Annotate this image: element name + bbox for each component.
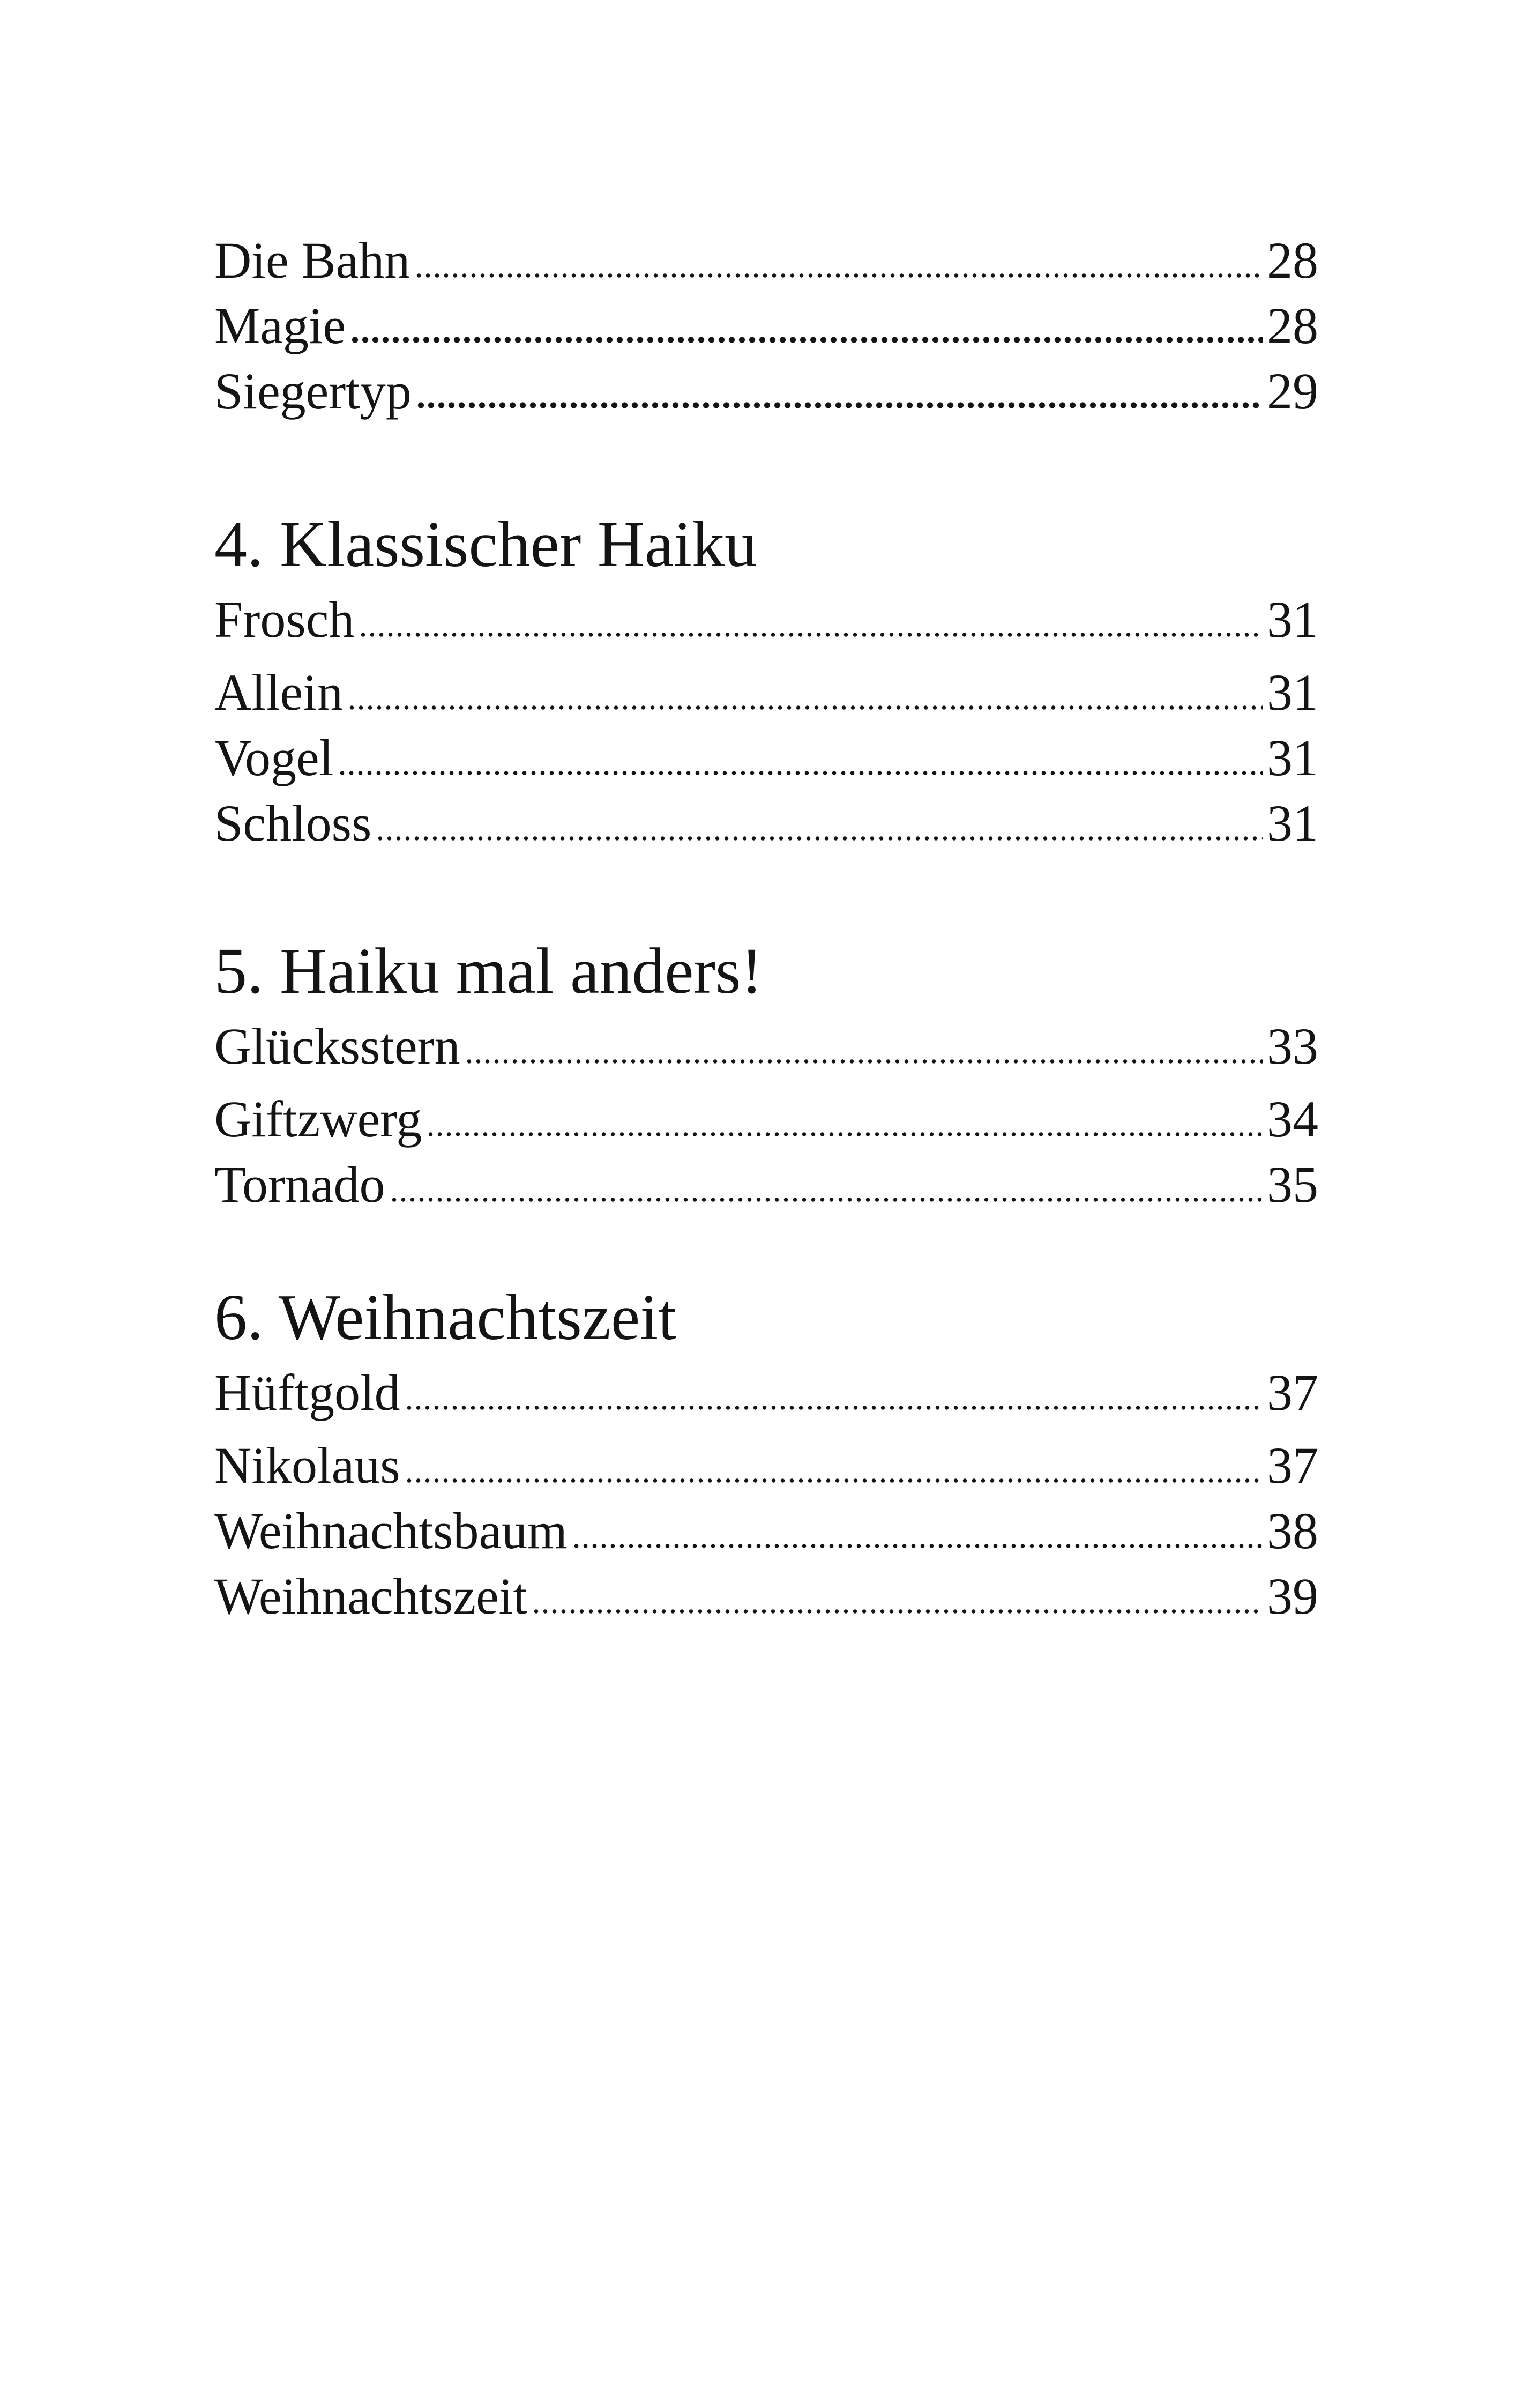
- toc-entry-page: 28: [1267, 232, 1318, 289]
- toc-entry[interactable]: [214, 228, 1318, 293]
- toc-entry-page: 37: [1267, 1364, 1318, 1421]
- toc-entry-page: 39: [1267, 1567, 1318, 1625]
- toc-entry-label: Weihnachtsbaum: [214, 1502, 568, 1559]
- chapter-heading[interactable]: 5. Haiku mal anders!: [214, 935, 763, 1007]
- toc-entry-page: 35: [1267, 1156, 1318, 1213]
- toc-entry-page: 33: [1267, 1017, 1318, 1075]
- toc-entry-page: 31: [1267, 664, 1318, 721]
- toc-entry-page: 28: [1267, 297, 1318, 354]
- toc-entry-page: 31: [1267, 794, 1318, 852]
- toc-chapter-6: [214, 1277, 1318, 1629]
- toc-entry[interactable]: [214, 1360, 1318, 1425]
- toc-entry[interactable]: [214, 359, 1318, 424]
- toc-entry-label: Frosch: [214, 591, 355, 648]
- toc-entry-label: Hüftgold: [214, 1364, 400, 1421]
- dot-leader: [426, 1126, 1263, 1136]
- dot-leader: [532, 1603, 1263, 1614]
- table-of-contents: [214, 228, 1318, 1629]
- toc-entry-label: Nikolaus: [214, 1437, 400, 1494]
- toc-entry[interactable]: [214, 1087, 1318, 1152]
- dot-leader: [347, 699, 1263, 710]
- toc-entry[interactable]: [214, 1014, 1318, 1079]
- toc-entry-label: Schloss: [214, 794, 372, 852]
- toc-section-continued: [214, 228, 1318, 424]
- dot-leader: [414, 267, 1263, 278]
- toc-entry-label: Tornado: [214, 1156, 385, 1213]
- dot-leader: [338, 764, 1263, 775]
- dot-leader: [465, 1053, 1263, 1064]
- toc-chapter-4: [214, 504, 1318, 856]
- dot-leader: [405, 1399, 1263, 1410]
- dot-leader: [390, 1191, 1263, 1202]
- toc-entry-label: Weihnachtszeit: [214, 1567, 528, 1625]
- toc-entry[interactable]: [214, 1433, 1318, 1498]
- toc-entry-page: 31: [1267, 591, 1318, 648]
- chapter-heading[interactable]: 6. Weihnachtszeit: [214, 1281, 676, 1354]
- toc-entry-label: Siegertyp: [214, 362, 412, 420]
- toc-entry[interactable]: [214, 293, 1318, 359]
- toc-entry-label: Magie: [214, 297, 346, 354]
- toc-entry-label: Glücksstern: [214, 1017, 460, 1075]
- toc-entry-page: 29: [1267, 362, 1318, 420]
- toc-entry[interactable]: [214, 1498, 1318, 1564]
- chapter-heading[interactable]: 4. Klassischer Haiku: [214, 508, 758, 581]
- dot-leader: [359, 626, 1263, 637]
- toc-entry[interactable]: [214, 725, 1318, 791]
- toc-entry-label: Die Bahn: [214, 232, 410, 289]
- toc-entry-page: 34: [1267, 1090, 1318, 1148]
- toc-entry-label: Vogel: [214, 729, 334, 786]
- toc-entry[interactable]: [214, 791, 1318, 856]
- toc-entry[interactable]: [214, 1152, 1318, 1217]
- toc-entry-page: 31: [1267, 729, 1318, 786]
- dot-leader: [376, 830, 1263, 841]
- toc-chapter-5: [214, 931, 1318, 1217]
- toc-entry[interactable]: [214, 1564, 1318, 1629]
- toc-entry-page: 37: [1267, 1437, 1318, 1494]
- toc-entry-label: Allein: [214, 664, 343, 721]
- toc-entry[interactable]: [214, 587, 1318, 652]
- dot-leader: [350, 332, 1263, 343]
- toc-entry-page: 38: [1267, 1502, 1318, 1559]
- dot-leader: [416, 398, 1263, 408]
- dot-leader: [572, 1537, 1263, 1548]
- toc-entry-label: Giftzwerg: [214, 1090, 422, 1148]
- dot-leader: [405, 1472, 1263, 1483]
- toc-entry[interactable]: [214, 660, 1318, 725]
